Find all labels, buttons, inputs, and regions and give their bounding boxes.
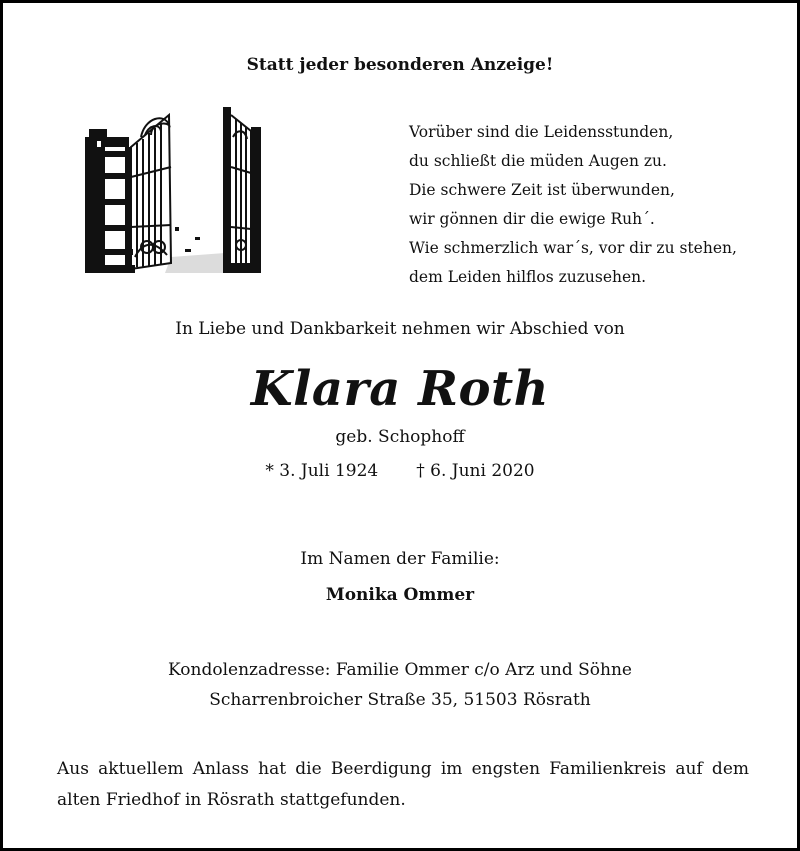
headline: Statt jeder besonderen Anzeige!	[246, 55, 554, 75]
poem-line: Wie schmerzlich war´s, vor dir zu stehen,	[409, 239, 737, 257]
maiden-name: geb. Schophoff	[335, 427, 465, 447]
funeral-notice: Aus aktuellem Anlass hat die Beerdigung im engsten Familienkreis auf dem alten Friedhof in Rösrath stattgefunden.	[57, 759, 749, 810]
family-name: Monika Ommer	[325, 585, 475, 605]
death-date: † 6. Juni 2020	[416, 461, 535, 481]
garden-gate-icon	[85, 107, 261, 273]
deceased-name: Klara Roth	[250, 361, 550, 417]
condolence-street: Scharrenbroicher Straße 35, 51503 Rösrath	[209, 690, 591, 710]
poem-line: dem Leiden hilflos zuzusehen.	[409, 268, 647, 286]
birth-date: * 3. Juli 1924	[265, 461, 379, 481]
poem-line: du schließt die müden Augen zu.	[409, 152, 667, 170]
poem-line: wir gönnen dir die ewige Ruh´.	[409, 210, 655, 228]
poem-line: Die schwere Zeit ist überwunden,	[409, 181, 675, 199]
family-label: Im Namen der Familie:	[300, 549, 500, 569]
intro-text: In Liebe und Dankbarkeit nehmen wir Abschied von	[175, 319, 625, 339]
condolence-address: Kondolenzadresse: Familie Ommer c/o Arz und Söhne	[168, 660, 632, 680]
life-dates	[3, 461, 797, 481]
poem	[409, 118, 737, 292]
poem-line: Vorüber sind die Leidensstunden,	[409, 123, 674, 141]
